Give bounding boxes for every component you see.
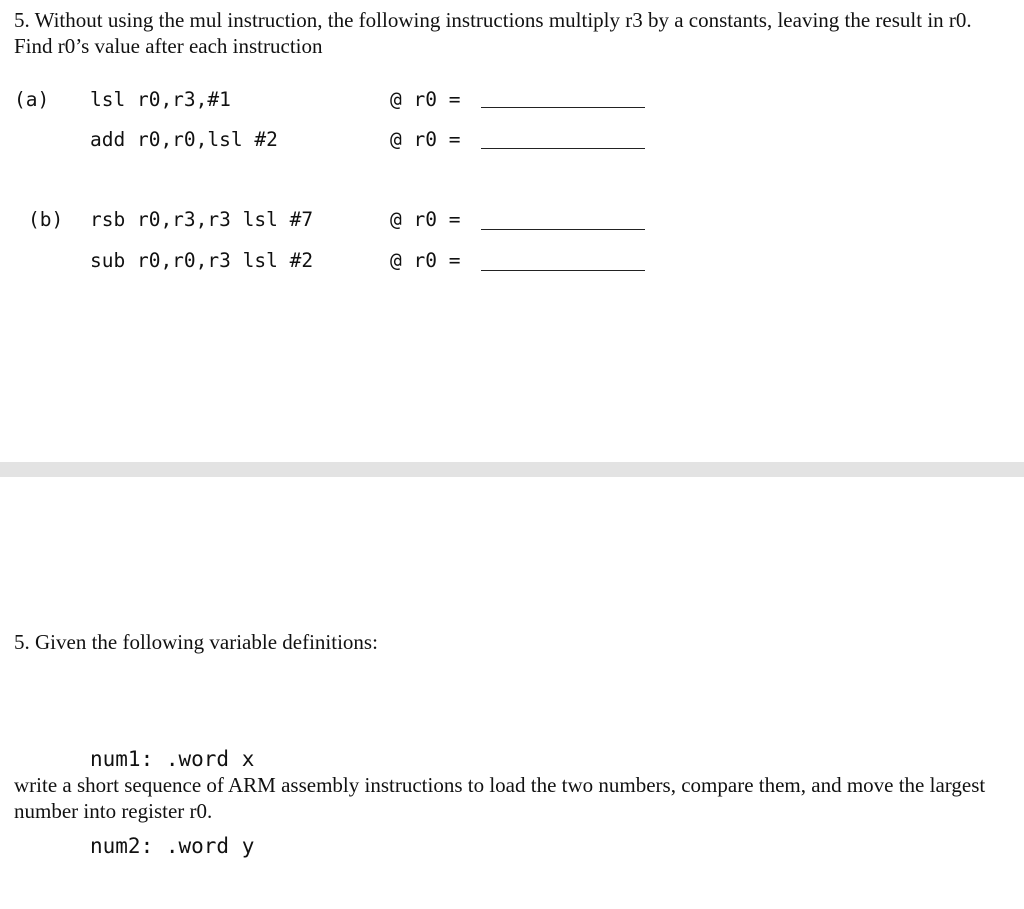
part-b-answer-blank-2[interactable] — [481, 270, 645, 271]
part-b-instruction-1: rsb r0,r3,r3 lsl #7 — [90, 208, 314, 231]
part-a-instruction-1: lsl r0,r3,#1 — [90, 88, 231, 111]
variable-definition: num1: .word x — [90, 747, 255, 771]
part-a-label: (a) — [14, 88, 50, 111]
part-a-comment-1: @ r0 = — [390, 88, 461, 111]
page-separator — [0, 462, 1024, 477]
question-2-prompt: 5. Given the following variable definitions: — [14, 630, 378, 654]
question-2-task: write a short sequence of ARM assembly instructions to load the two numbers, compare them, and move the largest number into register r0. — [14, 773, 986, 823]
part-a-instruction-2: add r0,r0,lsl #2 — [90, 128, 278, 151]
part-b-label: (b) — [28, 208, 64, 231]
part-b-comment-2: @ r0 = — [390, 249, 461, 272]
part-b-instruction-2: sub r0,r0,r3 lsl #2 — [90, 249, 314, 272]
part-a-answer-blank-2[interactable] — [481, 148, 645, 149]
part-b-answer-blank-1[interactable] — [481, 229, 645, 230]
part-a-comment-2: @ r0 = — [390, 128, 461, 151]
part-b-comment-1: @ r0 = — [390, 208, 461, 231]
question-1-prompt: 5. Without using the mul instruction, the following instructions multiply r3 by a constants, leaving the result in r0. Find r0’s value after each instruction — [14, 8, 972, 58]
part-a-answer-blank-1[interactable] — [481, 107, 645, 108]
variable-definition: num2: .word y — [90, 834, 255, 858]
